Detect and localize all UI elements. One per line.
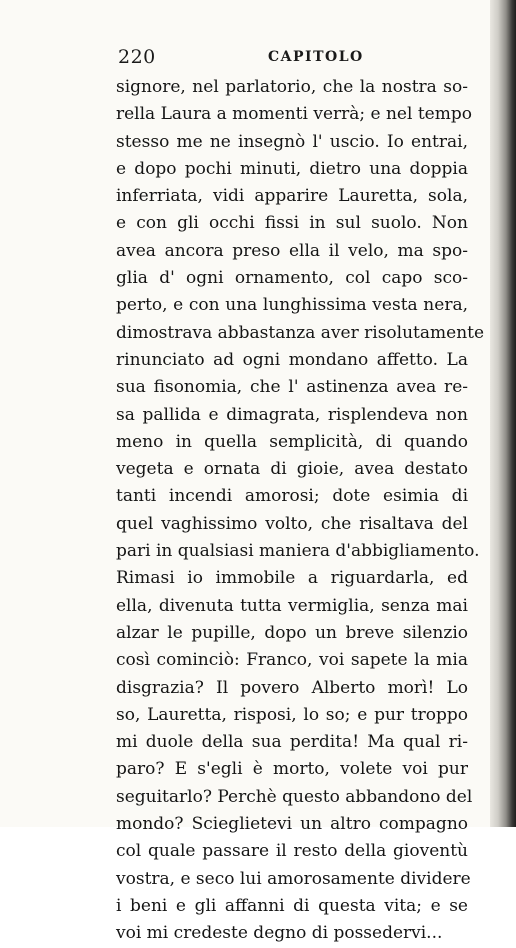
running-head: CAPITOLO — [268, 49, 364, 65]
body-text — [116, 74, 485, 948]
text-line: meno in quella semplicità, di quando — [116, 431, 468, 452]
text-line: avea ancora preso ella il velo, ma spo- — [116, 240, 468, 261]
text-line: dimostrava abbastanza aver risolutamente — [116, 322, 485, 343]
text-line: vostra, e seco lui amorosamente dividere — [116, 868, 471, 889]
text-line: stesso me ne insegnò l' uscio. Io entrai, — [116, 131, 468, 152]
text-line: sua fisonomia, che l' astinenza avea re- — [116, 377, 468, 398]
text-line: voi mi credeste degno di possedervi... — [116, 923, 443, 944]
text-line: disgrazia? Il povero Alberto morì! Lo — [116, 677, 468, 698]
text-line: col quale passare il resto della gioventù — [116, 841, 468, 862]
page-number: 220 — [118, 46, 156, 68]
text-line: i beni e gli affanni di questa vita; e se — [116, 895, 468, 916]
text-line: vegeta e ornata di gioie, avea destato — [116, 459, 468, 480]
text-line: rella Laura a momenti verrà; e nel tempo — [116, 104, 472, 125]
text-line: tanti incendi amorosi; dote esimia di — [116, 486, 468, 507]
text-line: pari in qualsiasi maniera d'abbigliamento. — [116, 541, 480, 562]
text-line: quel vaghissimo volto, che risaltava del — [116, 513, 468, 534]
text-line: così cominciò: Franco, voi sapete la mia — [116, 650, 468, 671]
text-line: Rimasi io immobile a riguardarla, ed — [116, 568, 468, 589]
text-line: perto, e con una lunghissima vesta nera, — [116, 295, 468, 316]
book-gutter-shadow — [490, 0, 516, 827]
text-line: e con gli occhi fissi in sul suolo. Non — [116, 213, 468, 234]
text-line: seguitarlo? Perchè questo abbandono del — [116, 786, 473, 807]
text-line: alzar le pupille, dopo un breve silenzio — [116, 622, 468, 643]
text-line: mi duole della sua perdita! Ma qual ri- — [116, 732, 468, 753]
text-line: ella, divenuta tutta vermiglia, senza mai — [116, 595, 468, 616]
text-line: inferriata, vidi apparire Lauretta, sola, — [116, 186, 468, 207]
text-line: glia d' ogni ornamento, col capo sco- — [116, 268, 468, 289]
text-line: paro? E s'egli è morto, volete voi pur — [116, 759, 468, 780]
page-header — [118, 46, 458, 72]
text-line: so, Lauretta, risposi, lo so; e pur troppo — [116, 704, 468, 725]
text-line: signore, nel parlatorio, che la nostra so- — [116, 77, 468, 97]
text-line: rinunciato ad ogni mondano affetto. La — [116, 349, 468, 370]
text-line: mondo? Scieglietevi un altro compagno — [116, 814, 468, 835]
text-line: e dopo pochi minuti, dietro una doppia — [116, 158, 468, 179]
text-line: sa pallida e dimagrata, risplendeva non — [116, 404, 468, 425]
